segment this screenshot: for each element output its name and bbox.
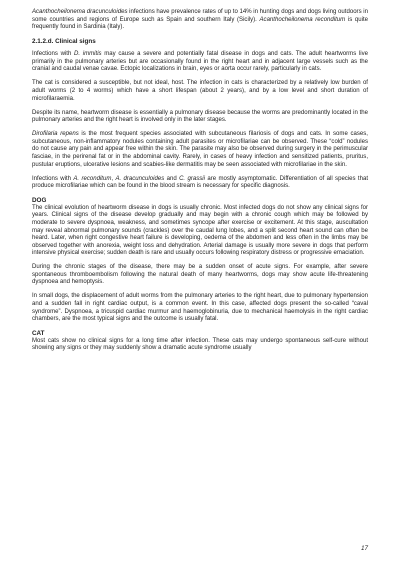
paragraph-dog-2: During the chronic stages of the disease, there may be a sudden onset of acute signs. For example, after severe spontaneous thromboembolism following the natural death of many heartworms, dogs may show acute life-threatening dyspnoea and hemoptysis.	[32, 264, 368, 286]
species-name: Acanthocheilonema reconditum	[259, 16, 346, 23]
page-number: 17	[360, 545, 368, 553]
paragraph-asymptomatic: Infections with A. reconditum, A. dracunculoides and C. grassii are mostly asymptomatic. Differentiation of all species that produce microfilariae which can be found in the blood stream is necessary for specific diagnosis.	[32, 175, 369, 190]
paragraph-infections: Infections with D. immitis may cause a severe and potentially fatal disease in dogs and cats. The adult heartworms live primarily in the pulmonary arteries but are occasionally found in the right heart and in adjacent large vessels such as the cranial and caudal venae cavae. Ectopic localizations in brain, eyes or aorta occur rarely, particularly in cats.	[32, 51, 368, 73]
species-name: Acanthocheilonema dracunculoides	[32, 9, 128, 15]
paragraph-repens: Dirofilaria repens is the most frequent species associated with subcutaneous filariosis of dogs and cats. In some cases, subcutaneous, non-inflammatory nodules containing adult parasites or microfilariae can be observed. These “cold” nodules do not cause any pain and appear free within the skin. The parasite may also be observed during surgery in the perimuscular fasciae, in the perirenal fat or in the abdominal cavity. Rarely, in cases of heavy infection and sensitized patients, pruritus, pustular eruptions, ulcerative lesions and scabies-like dermatitis may be seen associated with microfilariae in the skin.	[32, 131, 368, 168]
paragraph-dog-3: In small dogs, the displacement of adult worms from the pulmonary arteries to the right heart, due to pulmonary hypertension and a sudden fall in right cardiac output, is a common event. In this case, affected dogs present the so-called “caval syndrome”. Dyspnoea, a tricuspid cardiac murmur and haemoglobinuria, due to mechanical haemolysis in the right cardiac chambers, are the most typical signs and the outcome is usually fatal.	[32, 293, 368, 323]
dog-heading: DOG	[32, 197, 47, 205]
species-name: C. grassii	[179, 175, 205, 182]
species-name: Dirofilaria repens	[32, 131, 79, 138]
cat-heading: CAT	[32, 330, 45, 338]
paragraph-cat-1: Most cats show no clinical signs for a long time after infection. These cats may undergo spontaneous self-cure without showing any signs or they may suddenly show a dramatic acute syndrome usually	[32, 337, 368, 352]
intro-paragraph: Acanthocheilonema dracunculoides infections have prevalence rates of up to 14% in hunting dogs and dogs living outdoors in some countries and regions of Europe such as Spain and southern Italy (Sicily). Acanthocheilonema reconditum is quite frequently found in Sardinia (Italy).	[32, 9, 368, 31]
section-heading: 2.1.2.d. Clinical signs	[32, 38, 96, 46]
paragraph-dog-1: The clinical evolution of heartworm disease in dogs is usually chronic. Most infected dogs do not show any clinical signs for years. Clinical signs of the disease develop gradually and may begin with a chronic cough which may be followed by moderate to severe dyspnoea, weakness, and sometimes syncope after exercise or excitement. At this stage, auscultation may reveal abnormal pulmonary sounds (crackles) over the caudal lung lobes, and a split second heart sound can often be heard. Later, when right congestive heart failure is developing, oedema of the abdomen and less often in the limbs may be observed together with anorexia, weight loss and dehydration. Arterial damage is usually more severe in dogs that perform intensive physical exercise; sudden death is rare and usually occurs following respiratory distress or progressive emaciation.	[32, 204, 368, 257]
species-name: D. immitis	[74, 51, 102, 58]
species-name: A. dracunculoides	[115, 175, 165, 182]
paragraph-cat-host: The cat is considered a susceptible, but not ideal, host. The infection in cats is characterized by a relatively low burden of adult worms (2 to 4 worms) which have a short lifespan (about 2 years), and by a low level and short duration of microfilaraemia.	[32, 80, 368, 102]
paragraph-despite: Despite its name, heartworm disease is essentially a pulmonary disease because the worms are predominantly located in the pulmonary arteries and the right heart is involved only in the later stages.	[32, 109, 368, 124]
species-name: A. reconditum	[73, 175, 112, 182]
